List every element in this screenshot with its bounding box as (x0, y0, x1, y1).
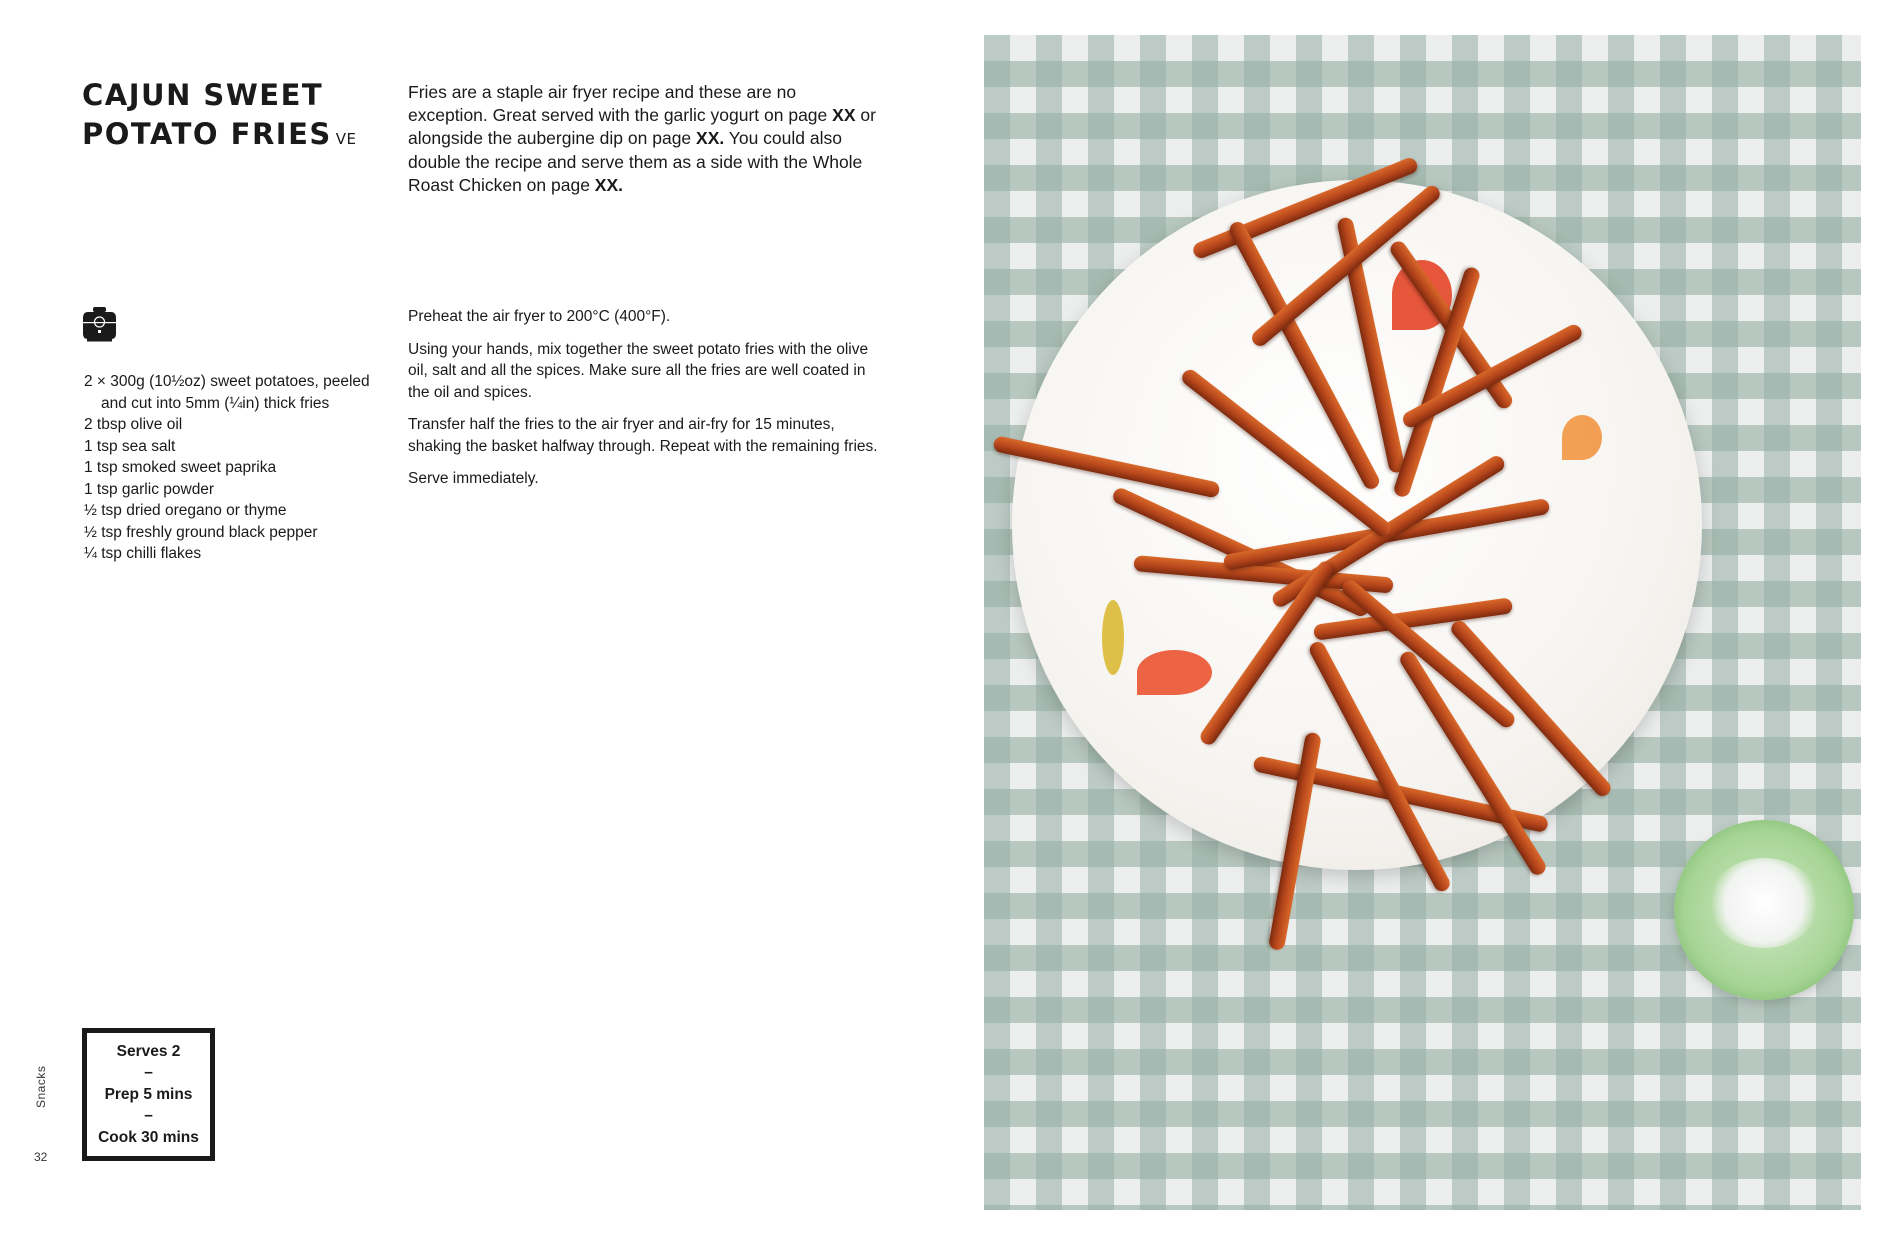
cook-time: Cook 30 mins (98, 1128, 199, 1146)
plate-leaf-decoration (1102, 600, 1124, 675)
method-step: Using your hands, mix together the sweet potato fries with the olive oil, salt and all the spices. Make sure all the fries are well coated in the oil and spices. (408, 340, 869, 401)
ingredient-item: 1 tsp sea salt (84, 437, 176, 455)
recipe-title (82, 76, 382, 159)
intro-text-3: You could also double the recipe and serve them as a side with the Whole Roast Chicken on page (408, 128, 863, 195)
prep-time: Prep 5 mins (104, 1085, 193, 1103)
ingredient-item: 2 × 300g (10½oz) sweet potatoes, peeled and cut into 5mm (¼in) thick fries (84, 373, 370, 412)
title-line-2: POTATO FRIES (82, 117, 332, 151)
ingredient-item: ¼ tsp chilli flakes (84, 545, 202, 562)
separator: – (144, 1064, 153, 1082)
plate-flower-decoration (1562, 415, 1602, 460)
ingredient-item: ½ tsp freshly ground black pepper (84, 523, 318, 541)
vegan-badge: VE (335, 130, 357, 148)
air-fryer-icon (82, 306, 117, 342)
method-steps (408, 306, 878, 501)
serves-label: Serves 2 (116, 1042, 181, 1060)
salt-bowl (1674, 820, 1854, 1000)
plate-flower-decoration (1137, 650, 1212, 695)
page-ref-3: XX. (594, 174, 624, 195)
method-step: Preheat the air fryer to 200°C (400°F). (408, 308, 671, 325)
flaky-sea-salt (1709, 858, 1819, 948)
separator: – (144, 1107, 153, 1125)
title-line-1: CAJUN SWEET (82, 78, 324, 112)
intro-text-1: Fries are a staple air fryer recipe and these are no exception. Great served with the garlic yogurt on page (408, 82, 833, 126)
page-number: 32 (34, 1150, 48, 1164)
method-step: Serve immediately. (408, 470, 539, 487)
section-label: Snacks (34, 1065, 48, 1108)
ingredient-item: 1 tsp garlic powder (84, 480, 215, 498)
method-step: Transfer half the fries to the air fryer and air-fry for 15 minutes, shaking the basket halfway through. Repeat with the remaining fries. (408, 416, 878, 455)
ingredients-list (84, 371, 384, 565)
recipe-photo (984, 35, 1861, 1210)
serving-info-box (82, 1028, 215, 1161)
intro-text-2: or alongside the aubergine dip on page (408, 105, 876, 149)
recipe-intro (408, 81, 878, 197)
ingredient-item: ½ tsp dried oregano or thyme (84, 502, 287, 519)
ingredient-item: 2 tbsp olive oil (84, 416, 183, 433)
page-ref-1: XX (832, 105, 856, 126)
ingredient-item: 1 tsp smoked sweet paprika (84, 459, 277, 476)
page-ref-2: XX. (696, 128, 725, 149)
